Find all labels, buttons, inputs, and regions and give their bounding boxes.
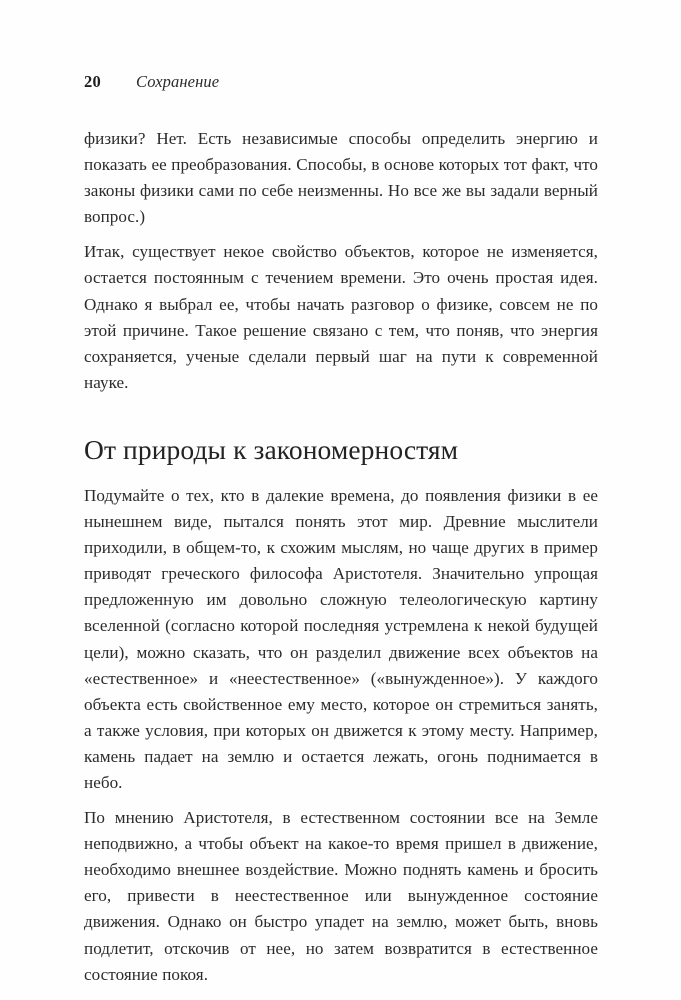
- paragraph: По мнению Аристотеля, в естественном состоянии все на Земле неподвижно, а чтобы объект на какое-то время пришел в движение, необходимо внешнее воздействие. Можно поднять камень и бросить его, привести в неестественное или вынужденное состояние движения. Однако он быстро упадет на землю, может быть, вновь подлетит, отскочив от нее, но затем возвратится в естественное состояние покоя.: [84, 808, 598, 984]
- text-block: [84, 126, 598, 988]
- running-title: Сохранение: [136, 72, 220, 91]
- paragraph: Итак, существует некое свойство объектов, которое не изменяется, остается постоянным с течением времени. Это очень простая идея. Однако я выбрал ее, чтобы начать разговор о физике, совсем не по этой причине. Такое решение связано с тем, что поняв, что энергия сохраняется, ученые сделали первый шаг на пути к современной науке.: [84, 242, 598, 392]
- paragraph: Подумайте о тех, кто в далекие времена, до появления физики в ее нынешнем виде, пытался понять этот мир. Древние мыслители приходили, в общем-то, к схожим мыслям, но чаще других в пример приводят греческого философа Аристотеля. Значительно упрощая предложенную им довольно сложную телеологическую картину вселенной (согласно которой последняя устремлена к некой будущей цели), можно сказать, что он разделил движение всех объектов на «естественное» и «неестественное» («вынужденное»). У каждого объекта есть свойственное ему место, которое он стремиться занять, а также условия, при которых он движется к этому месту. Например, камень падает на землю и остается лежать, огонь поднимается в небо.: [84, 485, 598, 792]
- section-heading: От природы к закономерностям: [84, 433, 459, 465]
- page-number: 20: [84, 72, 101, 91]
- running-head: [84, 72, 598, 96]
- paragraph: физики? Нет. Есть независимые способы определить энергию и показать ее преобразования. Способы, в основе которых тот факт, что законы физики сами по себе неизменны. Но все же вы задали верный вопрос.): [84, 129, 598, 227]
